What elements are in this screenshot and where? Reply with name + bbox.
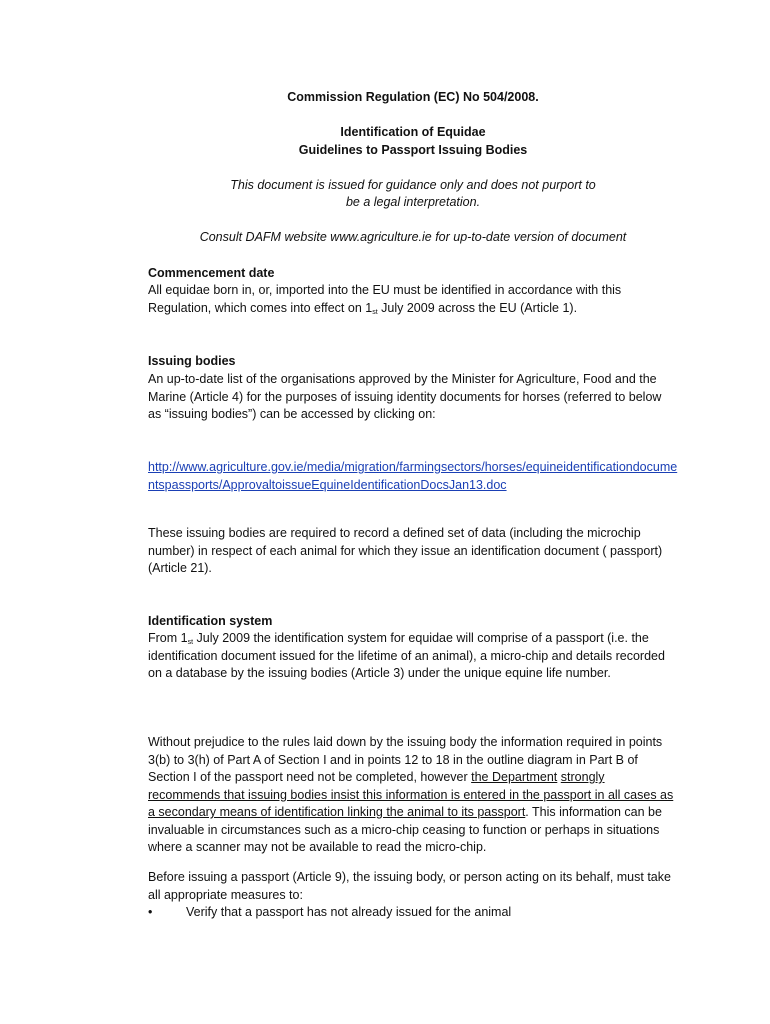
- document-title: Identification of Equidae: [340, 125, 486, 139]
- issuing-bodies-paragraph: An up-to-date list of the organisations approved by the Minister for Agriculture, Food and the Marine (Article 4) for the purposes of issuing identity documents for horses (referred to below as “issuing bodies”) can be accessed by clicking on:: [148, 372, 662, 421]
- disclaimer-line-2: be a legal interpretation.: [345, 195, 481, 209]
- identification-system-paragraph: From 1st July 2009 the identification system for equidae will comprise of a passport (i.e. the identification document issued for the lifetime of an animal), a micro-chip and details recorded on a database by the issuing bodies (Article 3) under the unique equine life number.: [148, 631, 665, 680]
- issuing-bodies-record-paragraph: These issuing bodies are required to record a defined set of data (including the microchip number) in respect of each animal for which they issue an identification document ( passport) (Article 21).: [148, 526, 663, 575]
- issuing-bodies-link-container: [148, 459, 678, 494]
- recommendation-underlined: strongly recommends that issuing bodies insist this information is entered in the passport in all cases as a secondary means of identification linking the animal to its passport: [148, 770, 674, 819]
- identification-system-heading: Identification system: [148, 614, 273, 628]
- disclaimer-line-1: This document is issued for guidance only and does not purport to: [230, 178, 596, 192]
- consult-note: Consult DAFM website www.agriculture.ie for up-to-date version of document: [199, 230, 627, 244]
- bullet-marker: •: [148, 905, 153, 919]
- issuing-bodies-link[interactable]: http://www.agriculture.gov.ie/media/migration/farmingsectors/horses/equineidentificationdocumentspassports/ApprovaltoissueEquineIdentificationDocsJan13.doc: [148, 460, 678, 492]
- department-underlined: the Department: [471, 770, 558, 784]
- commencement-paragraph: All equidae born in, or, imported into the EU must be identified in accordance with this Regulation, which comes into effect on 1st July 2009 across the EU (Article 1).: [148, 283, 622, 316]
- passport-info-paragraph: Without prejudice to the rules laid down by the issuing body the information required in points 3(b) to 3(h) of Part A of Section I and in points 12 to 18 in the outline diagram in Part B of Section I of the passport need not be completed, however the Department strongly recommends that issuing bodies insist this information is entered in the passport in all cases as a secondary means of identification linking the animal to its passport. This information can be invaluable in circumstances such as a micro-chip ceasing to function or perhaps in situations where a scanner may not be available to read the micro-chip.: [148, 735, 674, 854]
- passport-issue-paragraph: Before issuing a passport (Article 9), the issuing body, or person acting on its behalf, must take all appropriate measures to:: [148, 870, 671, 902]
- document-subtitle: Guidelines to Passport Issuing Bodies: [298, 143, 528, 157]
- issuing-bodies-heading: Issuing bodies: [148, 354, 236, 368]
- bullet-item: Verify that a passport has not already issued for the animal: [186, 905, 512, 919]
- regulation-title: Commission Regulation (EC) No 504/2008.: [287, 90, 539, 104]
- commencement-heading: Commencement date: [148, 266, 275, 280]
